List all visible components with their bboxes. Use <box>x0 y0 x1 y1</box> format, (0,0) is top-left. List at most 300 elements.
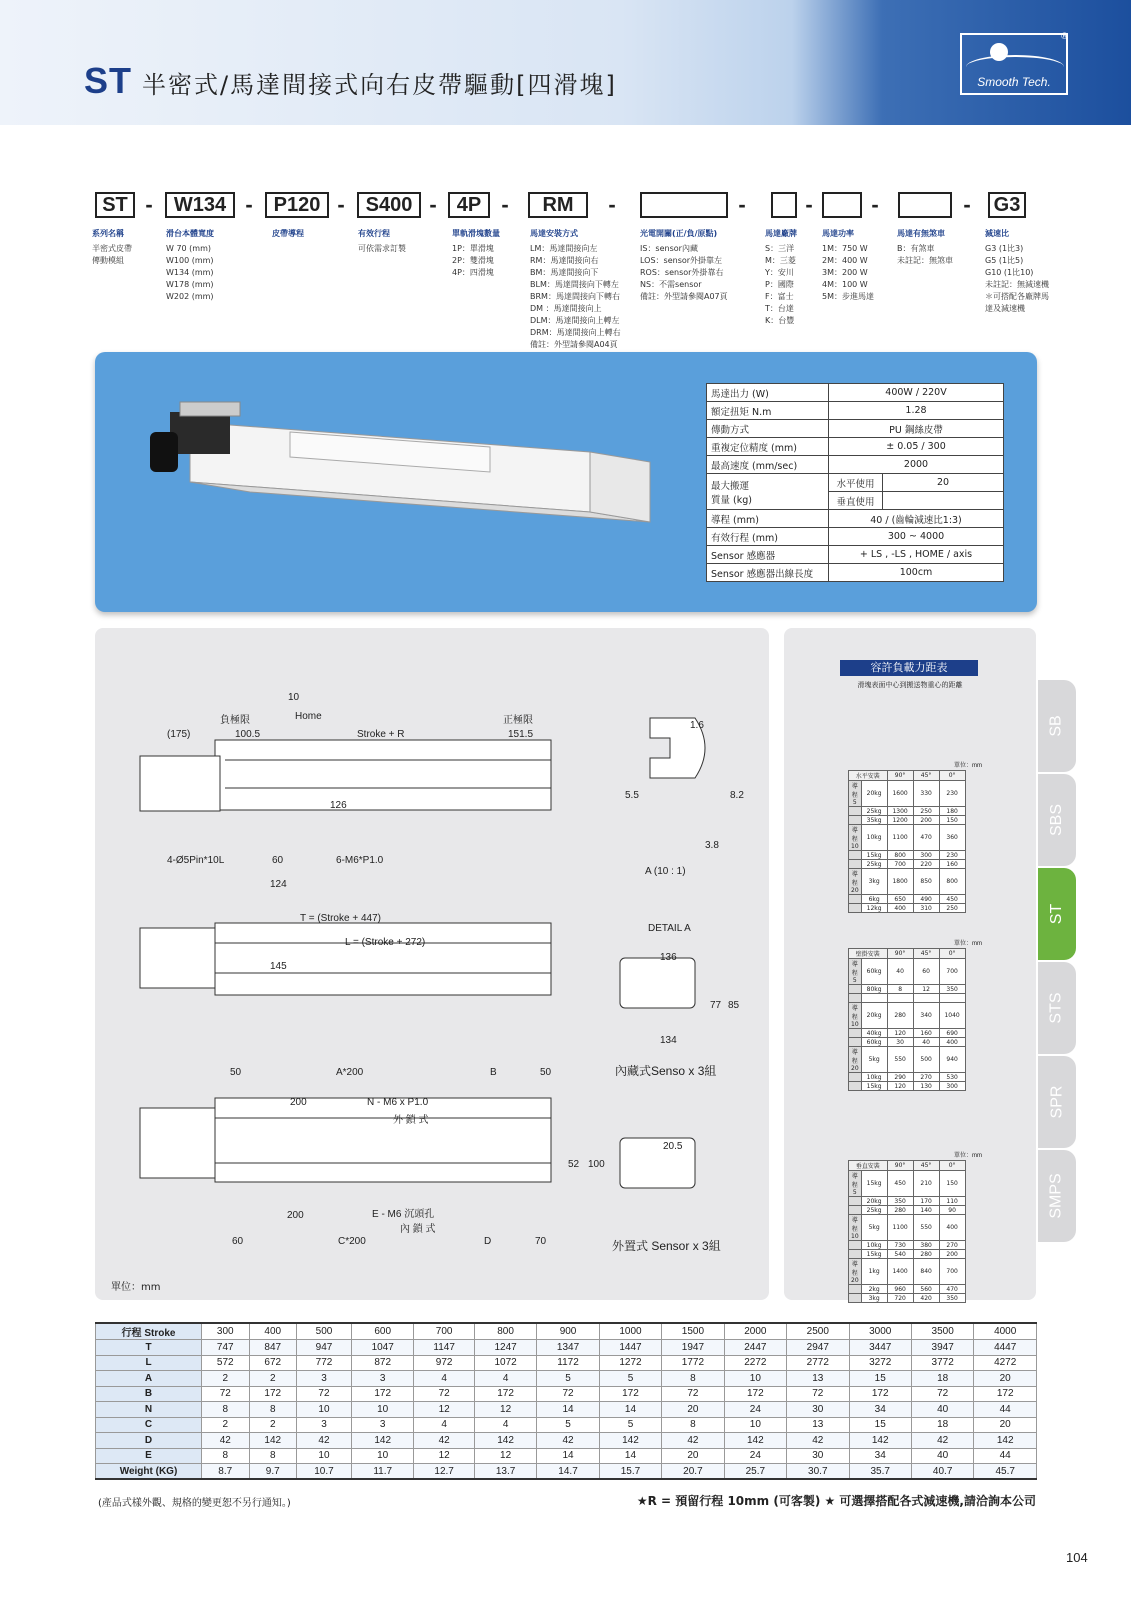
load-cell: 300 <box>939 1082 965 1091</box>
load-cell: 25kg <box>861 1206 887 1215</box>
stroke-cell: 2 <box>202 1417 250 1433</box>
stroke-cell: 8.7 <box>202 1464 250 1480</box>
dimension-label: 6-M6*P1.0 <box>336 855 384 866</box>
option-line: 可依需求訂製 <box>358 244 406 253</box>
load-row <box>849 1029 966 1038</box>
spec-value: 20 <box>883 474 1004 492</box>
stroke-cell: 12.7 <box>414 1464 474 1480</box>
option-line: DM ：馬達間接向上 <box>530 304 602 313</box>
stroke-cell: 45.7 <box>974 1464 1037 1480</box>
spec-value: 300 ~ 4000 <box>829 528 1004 546</box>
load-cell <box>849 1197 862 1206</box>
stroke-cell: 2272 <box>724 1355 786 1371</box>
load-table-subtitle: 滑塊表面中心到搬送物重心的距離 <box>857 681 963 689</box>
dimension-label: A*200 <box>336 1067 364 1078</box>
series-tabs <box>1038 680 1076 1244</box>
option-line: S：三洋 <box>765 244 795 253</box>
dimension-label: T = (Stroke + 447) <box>300 913 381 924</box>
load-cell: 280 <box>887 1003 913 1029</box>
load-cell: 2kg <box>861 1285 887 1294</box>
title-text: 半密式/馬達間接式向右皮帶驅動[四滑塊] <box>142 71 617 99</box>
dimension-label: 70 <box>535 1236 547 1247</box>
dimension-label: 8.2 <box>730 790 744 801</box>
stroke-cell: 1272 <box>599 1355 661 1371</box>
load-cell: 550 <box>887 1047 913 1073</box>
load-row <box>849 985 966 994</box>
stroke-cell: 42 <box>202 1433 250 1449</box>
load-cell: 180 <box>939 807 965 816</box>
stroke-row <box>96 1464 1037 1480</box>
load-cell: 490 <box>913 895 939 904</box>
code-box-motor-brand <box>771 192 797 218</box>
stroke-cell: 34 <box>849 1402 911 1418</box>
stroke-cell: 3500 <box>911 1323 973 1340</box>
load-cell: 8 <box>887 985 913 994</box>
stroke-cell: 3 <box>297 1417 352 1433</box>
load-cell: 690 <box>939 1029 965 1038</box>
load-cell: 導程10 <box>849 1215 862 1241</box>
load-cell: 730 <box>887 1241 913 1250</box>
spec-value: ± 0.05 / 300 <box>829 438 1004 456</box>
option-column <box>640 228 728 303</box>
spec-row <box>707 420 1004 438</box>
series-tab-st[interactable] <box>1038 868 1076 960</box>
option-line: DLM：馬達間接向上轉左 <box>530 316 620 325</box>
spec-row <box>707 402 1004 420</box>
stroke-cell: 172 <box>974 1386 1037 1402</box>
stroke-row-label: D <box>96 1433 202 1449</box>
spec-row <box>707 384 1004 402</box>
load-cell <box>849 895 862 904</box>
option-column <box>765 228 797 327</box>
load-cell <box>849 816 862 825</box>
stroke-cell: 15 <box>849 1417 911 1433</box>
stroke-cell: 772 <box>297 1355 352 1371</box>
dimension-label: (175) <box>167 729 191 740</box>
option-line: BLM：馬達間接向下轉左 <box>530 280 619 289</box>
load-cell: 12 <box>913 985 939 994</box>
load-row <box>849 1215 966 1241</box>
spec-label: 最大搬運 質量 (kg) <box>707 474 829 510</box>
stroke-cell: 2 <box>202 1371 250 1387</box>
option-column <box>530 228 621 351</box>
dimension-label: D <box>484 1236 492 1247</box>
dimension-label: E - M6 沉頭孔 <box>372 1209 435 1220</box>
dimension-label: 內藏式Senso x 3組 <box>615 1064 717 1078</box>
stroke-cell: 847 <box>249 1340 297 1356</box>
load-row <box>849 959 966 985</box>
series-tab-spr[interactable] <box>1038 1056 1076 1148</box>
stroke-cell: 3 <box>351 1417 413 1433</box>
dimension-label: A (10 : 1) <box>645 866 686 877</box>
stroke-cell: 30.7 <box>787 1464 849 1480</box>
spec-row <box>707 474 1004 492</box>
stroke-row <box>96 1355 1037 1371</box>
series-tab-sts[interactable] <box>1038 962 1076 1054</box>
code-dash: - <box>871 192 879 217</box>
stroke-cell: 142 <box>724 1433 786 1449</box>
dimension-label: 負極限 <box>220 715 250 726</box>
load-cell: 340 <box>913 1003 939 1029</box>
load-row <box>849 807 966 816</box>
load-cell <box>861 994 887 1003</box>
load-cell: 280 <box>913 1250 939 1259</box>
stroke-row <box>96 1433 1037 1449</box>
load-cell: 940 <box>939 1047 965 1073</box>
stroke-cell: 1772 <box>662 1355 724 1371</box>
load-cell: 導程5 <box>849 959 862 985</box>
load-header: 45° <box>913 771 939 781</box>
load-cell: 15kg <box>861 1250 887 1259</box>
stroke-cell: 8 <box>249 1448 297 1464</box>
load-cell: 350 <box>887 1197 913 1206</box>
option-line: G5 (1比5) <box>985 256 1024 265</box>
spec-value: 40 / (齒輪減速比1:3) <box>829 510 1004 528</box>
load-cell: 140 <box>913 1206 939 1215</box>
stroke-cell: 35.7 <box>849 1464 911 1480</box>
stroke-cell: 15.7 <box>599 1464 661 1480</box>
spec-row <box>707 510 1004 528</box>
option-line: G10 (1比10) <box>985 268 1034 277</box>
stroke-cell: 42 <box>297 1433 352 1449</box>
stroke-row <box>96 1448 1037 1464</box>
dimension-label: 200 <box>290 1097 307 1108</box>
stroke-cell: 20 <box>662 1402 724 1418</box>
stroke-cell: 10 <box>297 1402 352 1418</box>
stroke-cell: 42 <box>662 1433 724 1449</box>
load-cell <box>849 807 862 816</box>
stroke-cell: 1947 <box>662 1340 724 1356</box>
stroke-cell: 11.7 <box>351 1464 413 1480</box>
stroke-cell: 142 <box>974 1433 1037 1449</box>
dimension-label: L = (Stroke + 272) <box>345 937 426 948</box>
unit-label: 單位：mm <box>111 1282 161 1293</box>
load-cell: 12kg <box>861 904 887 913</box>
load-cell <box>849 1038 862 1047</box>
load-cell: 200 <box>913 816 939 825</box>
code-dash: - <box>337 192 345 217</box>
load-row <box>849 869 966 895</box>
stroke-cell: 900 <box>537 1323 599 1340</box>
spec-table <box>706 383 1004 582</box>
load-cell: 1800 <box>887 869 913 895</box>
stroke-cell: 142 <box>849 1433 911 1449</box>
load-cell <box>849 1241 862 1250</box>
load-row <box>849 904 966 913</box>
dimension-label: 126 <box>330 800 347 811</box>
stroke-cell: 40.7 <box>911 1464 973 1480</box>
load-cell: 10kg <box>861 1241 887 1250</box>
stroke-cell: 142 <box>249 1433 297 1449</box>
stroke-cell: 5 <box>537 1371 599 1387</box>
load-cell <box>849 1285 862 1294</box>
spec-value: PU 鋼絲皮帶 <box>829 420 1004 438</box>
code-dash: - <box>145 192 153 217</box>
load-cell <box>849 1082 862 1091</box>
stroke-cell: 3 <box>297 1371 352 1387</box>
dimension-label: 60 <box>232 1236 244 1247</box>
stroke-row <box>96 1323 1037 1340</box>
stroke-cell: 1072 <box>474 1355 536 1371</box>
code-box-ratio: G3 <box>988 192 1026 218</box>
spec-value: 2000 <box>829 456 1004 474</box>
load-cell: 170 <box>913 1197 939 1206</box>
stroke-row-label: C <box>96 1417 202 1433</box>
stroke-cell: 25.7 <box>724 1464 786 1480</box>
load-row <box>849 816 966 825</box>
stroke-cell: 2000 <box>724 1323 786 1340</box>
load-cell <box>849 1029 862 1038</box>
load-cell <box>849 1073 862 1082</box>
stroke-cell: 3 <box>351 1371 413 1387</box>
load-cell: 5kg <box>861 1047 887 1073</box>
load-row <box>849 1082 966 1091</box>
option-line: G3 (1比3) <box>985 244 1024 253</box>
load-row <box>849 1250 966 1259</box>
load-cell: 800 <box>887 851 913 860</box>
load-cell: 1200 <box>887 816 913 825</box>
load-cell: 導程20 <box>849 869 862 895</box>
load-cell: 250 <box>939 904 965 913</box>
load-cell: 110 <box>939 1197 965 1206</box>
stroke-cell: 20 <box>974 1417 1037 1433</box>
option-column-title: 光電開關(正/負/原點) <box>640 229 718 238</box>
load-cell: 470 <box>913 825 939 851</box>
load-cell: 60kg <box>861 959 887 985</box>
stroke-cell: 1347 <box>537 1340 599 1356</box>
load-table-title: 容許負載力距表 <box>840 660 978 676</box>
option-line: T：台達 <box>765 304 794 313</box>
stroke-row <box>96 1386 1037 1402</box>
dimension-label: Home <box>295 711 322 722</box>
stroke-cell: 872 <box>351 1355 413 1371</box>
series-tab-label: SMPS <box>1048 1173 1065 1219</box>
option-column-title: 單軌滑塊數量 <box>452 229 500 238</box>
stroke-cell: 10 <box>724 1371 786 1387</box>
stroke-cell: 2947 <box>787 1340 849 1356</box>
load-cell <box>849 851 862 860</box>
spec-row <box>707 438 1004 456</box>
code-dash: - <box>429 192 437 217</box>
dimension-label: 5.5 <box>625 790 639 801</box>
option-line: 備註：外型請參閱A04頁 <box>530 340 618 349</box>
stroke-cell: 5 <box>599 1417 661 1433</box>
load-cell: 導程5 <box>849 781 862 807</box>
option-column-title: 系列名稱 <box>92 229 124 238</box>
stroke-row-label: A <box>96 1371 202 1387</box>
dimension-label: 外置式 Sensor x 3組 <box>612 1239 721 1253</box>
stroke-cell: 172 <box>849 1386 911 1402</box>
option-line: 達及減速機 <box>985 304 1025 313</box>
load-table-vertical <box>848 1160 966 1303</box>
option-line: 4M：100 W <box>822 280 868 289</box>
option-column <box>452 228 500 279</box>
code-box-sensor <box>640 192 728 218</box>
load-cell: 200 <box>939 1250 965 1259</box>
dimension-label: 85 <box>728 1000 740 1011</box>
stroke-cell: 1500 <box>662 1323 724 1340</box>
option-line: 3M：200 W <box>822 268 868 277</box>
series-tab-sb[interactable] <box>1038 680 1076 772</box>
dimension-label: 52 <box>568 1159 580 1170</box>
dimension-label: 151.5 <box>508 729 534 740</box>
load-row <box>849 1171 966 1197</box>
code-box-brake <box>898 192 952 218</box>
stroke-cell: 18 <box>911 1417 973 1433</box>
load-cell <box>887 994 913 1003</box>
load-row <box>849 1003 966 1029</box>
dimension-label: 50 <box>540 1067 552 1078</box>
dimension-label: N - M6 x P1.0 <box>367 1097 429 1108</box>
load-cell <box>849 860 862 869</box>
code-dash: - <box>738 192 746 217</box>
option-line: BRM：馬達間接向下轉右 <box>530 292 620 301</box>
spec-row <box>707 456 1004 474</box>
load-cell: 270 <box>939 1241 965 1250</box>
stroke-cell: 72 <box>414 1386 474 1402</box>
load-cell: 導程10 <box>849 1003 862 1029</box>
option-line: 2M：400 W <box>822 256 868 265</box>
spec-label: 重複定位精度 (mm) <box>707 438 829 456</box>
load-row <box>849 1206 966 1215</box>
dimension-label: 4-Ø5Pin*10L <box>167 855 225 866</box>
load-cell: 250 <box>913 807 939 816</box>
stroke-cell: 20 <box>662 1448 724 1464</box>
stroke-cell: 12 <box>414 1402 474 1418</box>
load-cell: 40 <box>913 1038 939 1047</box>
load-cell: 60kg <box>861 1038 887 1047</box>
stroke-cell: 8 <box>662 1417 724 1433</box>
load-cell: 15kg <box>861 1082 887 1091</box>
option-line: M：三菱 <box>765 256 796 265</box>
stroke-cell: 42 <box>787 1433 849 1449</box>
load-cell <box>849 1250 862 1259</box>
option-line: 傳動模組 <box>92 256 124 265</box>
series-tab-smps[interactable] <box>1038 1150 1076 1242</box>
stroke-cell: 3772 <box>911 1355 973 1371</box>
load-header: 0° <box>939 949 965 959</box>
stroke-row-label: T <box>96 1340 202 1356</box>
load-cell: 700 <box>939 959 965 985</box>
option-line: BM：馬達間接向下 <box>530 268 599 277</box>
load-cell: 420 <box>913 1294 939 1303</box>
spec-sublabel: 水平使用 <box>829 474 883 492</box>
load-cell: 450 <box>887 1171 913 1197</box>
spec-label: 額定扭矩 N.m <box>707 402 829 420</box>
dimension-label: Stroke + R <box>357 729 405 740</box>
load-unit-label: 單位：mm <box>954 1153 982 1159</box>
load-cell: 90 <box>939 1206 965 1215</box>
stroke-cell: 10 <box>351 1402 413 1418</box>
load-cell: 230 <box>939 781 965 807</box>
load-cell: 290 <box>887 1073 913 1082</box>
stroke-cell: 5 <box>599 1371 661 1387</box>
option-column-title: 馬達廠牌 <box>765 229 797 238</box>
option-line: 4P：四滑塊 <box>452 268 494 277</box>
stroke-cell: 1247 <box>474 1340 536 1356</box>
dimension-label: 1.6 <box>690 720 704 731</box>
stroke-cell: 12 <box>474 1402 536 1418</box>
page-title <box>84 60 617 102</box>
stroke-cell: 10 <box>724 1417 786 1433</box>
stroke-cell: 42 <box>911 1433 973 1449</box>
stroke-cell: 72 <box>787 1386 849 1402</box>
dimension-label: 100.5 <box>235 729 261 740</box>
series-tab-sbs[interactable] <box>1038 774 1076 866</box>
dimension-label: B <box>490 1067 497 1078</box>
stroke-row <box>96 1402 1037 1418</box>
option-column-title: 馬達功率 <box>822 229 854 238</box>
stroke-cell: 24 <box>724 1402 786 1418</box>
stroke-cell: 8 <box>202 1448 250 1464</box>
stroke-cell: 14 <box>599 1402 661 1418</box>
load-cell: 5kg <box>861 1215 887 1241</box>
load-cell: 400 <box>939 1215 965 1241</box>
stroke-cell: 3272 <box>849 1355 911 1371</box>
load-cell: 720 <box>887 1294 913 1303</box>
load-header: 45° <box>913 1161 939 1171</box>
dimension-drawing <box>95 628 769 1300</box>
stroke-row-label: N <box>96 1402 202 1418</box>
stroke-cell: 30 <box>787 1448 849 1464</box>
option-line: P：國際 <box>765 280 794 289</box>
stroke-cell: 14.7 <box>537 1464 599 1480</box>
stroke-cell: 9.7 <box>249 1464 297 1480</box>
load-cell: 15kg <box>861 1171 887 1197</box>
option-line: W134 (mm) <box>166 268 214 277</box>
load-header: 水平安裝 <box>849 771 888 781</box>
load-cell: 360 <box>939 825 965 851</box>
load-cell: 220 <box>913 860 939 869</box>
option-line: W178 (mm) <box>166 280 214 289</box>
option-line: K：台豐 <box>765 316 795 325</box>
code-dash: - <box>963 192 971 217</box>
stroke-cell: 4 <box>474 1417 536 1433</box>
option-line: W202 (mm) <box>166 292 214 301</box>
series-code: ST <box>84 60 133 101</box>
spec-value: 1.28 <box>829 402 1004 420</box>
stroke-row-label: E <box>96 1448 202 1464</box>
option-column-title: 減速比 <box>985 229 1009 238</box>
load-cell <box>849 1206 862 1215</box>
load-cell: 530 <box>939 1073 965 1082</box>
footer-star-note: ★R = 預留行程 10mm (可客製) ★ 可選擇搭配各式減速機,請洽詢本公司 <box>636 1494 1036 1508</box>
load-unit-label: 單位：mm <box>954 941 982 947</box>
stroke-row-label: 行程 Stroke <box>96 1323 202 1340</box>
load-cell: 330 <box>913 781 939 807</box>
stroke-row-label: Weight (KG) <box>96 1464 202 1480</box>
load-cell: 500 <box>913 1047 939 1073</box>
stroke-cell: 142 <box>474 1433 536 1449</box>
option-line: B：有煞車 <box>897 244 935 253</box>
load-cell <box>849 904 862 913</box>
dimension-label: 內 鎖 式 <box>400 1224 436 1235</box>
stroke-cell: 400 <box>249 1323 297 1340</box>
load-cell: 15kg <box>861 851 887 860</box>
code-box-blocks: 4P <box>448 192 490 218</box>
stroke-cell: 14 <box>599 1448 661 1464</box>
stroke-cell: 300 <box>202 1323 250 1340</box>
load-cell <box>849 994 862 1003</box>
load-row <box>849 1073 966 1082</box>
load-row <box>849 1259 966 1285</box>
stroke-row-label: B <box>96 1386 202 1402</box>
load-cell: 350 <box>939 985 965 994</box>
stroke-cell: 13 <box>787 1371 849 1387</box>
option-line: NS：不需sensor <box>640 280 702 289</box>
load-row <box>849 1197 966 1206</box>
option-column <box>822 228 874 303</box>
